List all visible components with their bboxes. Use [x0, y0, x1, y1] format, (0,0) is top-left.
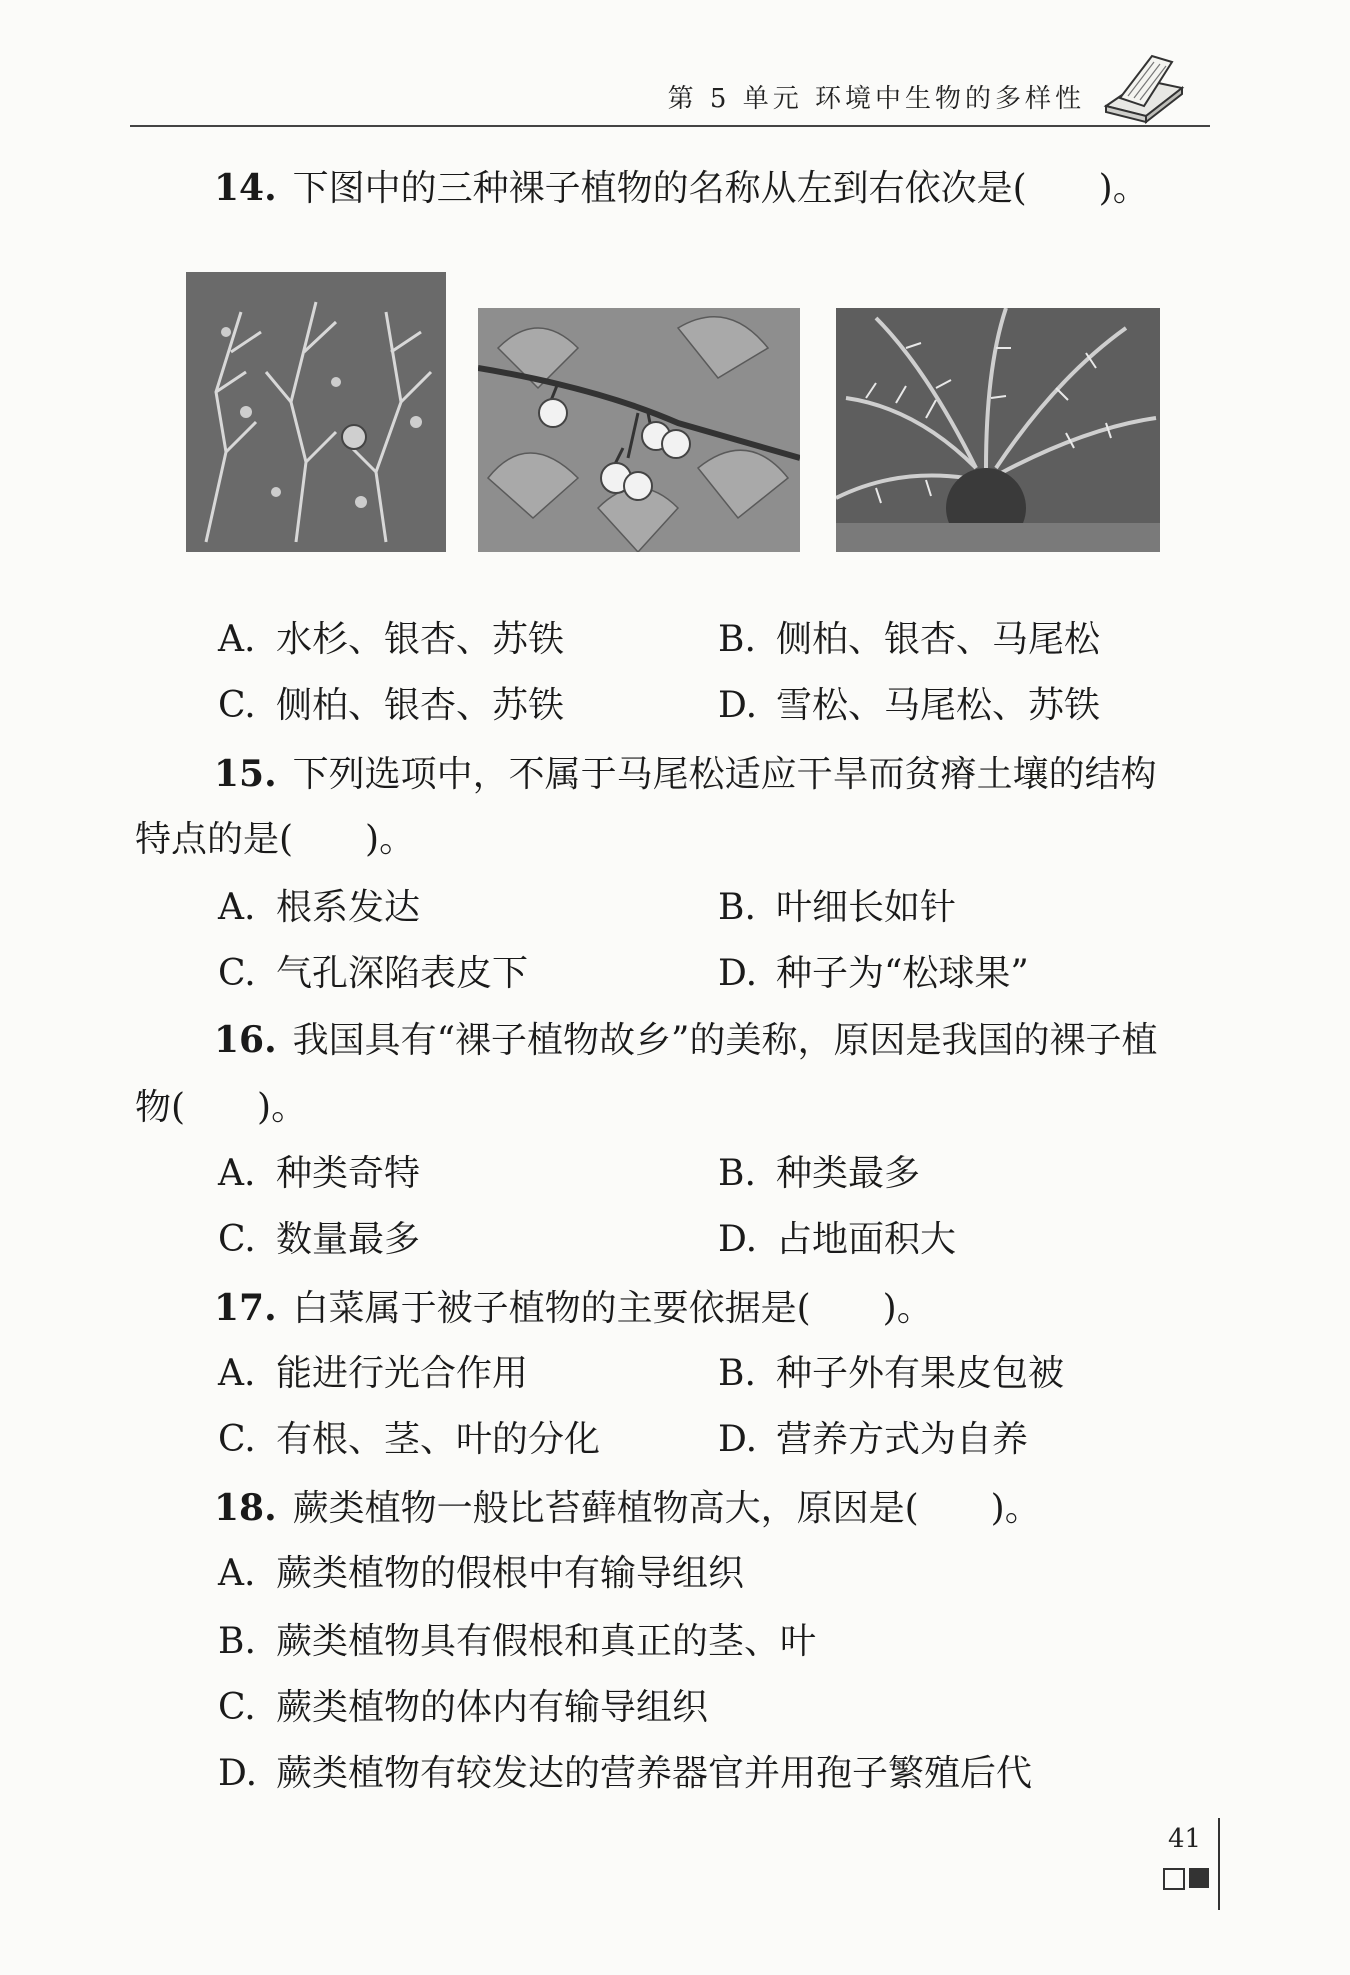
question-15-stem — [214, 753, 1157, 795]
photo-arborvitae — [186, 272, 446, 552]
page-header — [130, 70, 1210, 127]
q17-option-a[interactable]: A. 能进行光合作用 — [218, 1353, 529, 1394]
q16-option-c[interactable]: C. 数量最多 — [218, 1219, 421, 1260]
question-text: 下列选项中，不属于马尾松适应干旱而贫瘠土壤的结构 — [292, 754, 1157, 795]
question-18-stem — [214, 1487, 1041, 1529]
q18-option-d[interactable]: D. 蕨类植物有较发达的营养器官并用孢子繁殖后代 — [218, 1753, 1033, 1794]
question-number: 14. — [214, 167, 277, 209]
q15-option-a[interactable]: A. 根系发达 — [218, 887, 421, 928]
q15-option-c[interactable]: C. 气孔深陷表皮下 — [218, 953, 529, 994]
q15-option-d[interactable]: D. 种子为“松球果” — [718, 953, 1029, 994]
page-number: 41 — [1168, 1824, 1202, 1854]
q16-option-a[interactable]: A. 种类奇特 — [218, 1153, 421, 1194]
question-number: 15. — [214, 753, 277, 795]
filled-square-icon — [1189, 1868, 1209, 1888]
q14-option-a[interactable]: A. 水杉、银杏、苏铁 — [218, 619, 565, 660]
q17-option-d[interactable]: D. 营养方式为自养 — [718, 1419, 1029, 1460]
q18-option-a[interactable]: A. 蕨类植物的假根中有输导组织 — [218, 1553, 745, 1594]
q16-option-d[interactable]: D. 占地面积大 — [718, 1219, 957, 1260]
question-16-stem-continued: 物( )。 — [135, 1087, 308, 1128]
q15-option-b[interactable]: B. 叶细长如针 — [718, 887, 957, 928]
q14-option-b[interactable]: B. 侧柏、银杏、马尾松 — [718, 619, 1101, 660]
question-14-stem — [214, 167, 1149, 209]
empty-square-icon — [1163, 1868, 1185, 1890]
q16-option-b[interactable]: B. 种类最多 — [718, 1153, 921, 1194]
question-text: 白菜属于被子植物的主要依据是( )。 — [292, 1288, 933, 1329]
q14-option-c[interactable]: C. 侧柏、银杏、苏铁 — [218, 685, 565, 726]
footer-divider — [1218, 1818, 1220, 1910]
book-icon — [1098, 48, 1188, 128]
question-text: 我国具有“裸子植物故乡”的美称，原因是我国的裸子植 — [292, 1020, 1158, 1061]
q17-option-b[interactable]: B. 种子外有果皮包被 — [718, 1353, 1065, 1394]
q14-option-d[interactable]: D. 雪松、马尾松、苏铁 — [718, 685, 1101, 726]
photo-cycad — [836, 308, 1160, 552]
question-16-stem — [214, 1019, 1158, 1061]
photo-ginkgo — [478, 308, 800, 552]
question-17-stem — [214, 1287, 933, 1329]
q17-option-c[interactable]: C. 有根、茎、叶的分化 — [218, 1419, 601, 1460]
question-number: 17. — [214, 1287, 277, 1329]
question-text: 下图中的三种裸子植物的名称从左到右依次是( )。 — [292, 168, 1149, 209]
question-number: 16. — [214, 1019, 277, 1061]
question-number: 18. — [214, 1487, 277, 1529]
question-15-stem-continued: 特点的是( )。 — [135, 819, 416, 860]
question-text: 蕨类植物一般比苔藓植物高大，原因是( )。 — [292, 1488, 1041, 1529]
unit-title: 第 5 单元 环境中生物的多样性 — [667, 84, 1085, 114]
q18-option-b[interactable]: B. 蕨类植物具有假根和真正的茎、叶 — [218, 1621, 817, 1662]
q18-option-c[interactable]: C. 蕨类植物的体内有输导组织 — [218, 1687, 709, 1728]
